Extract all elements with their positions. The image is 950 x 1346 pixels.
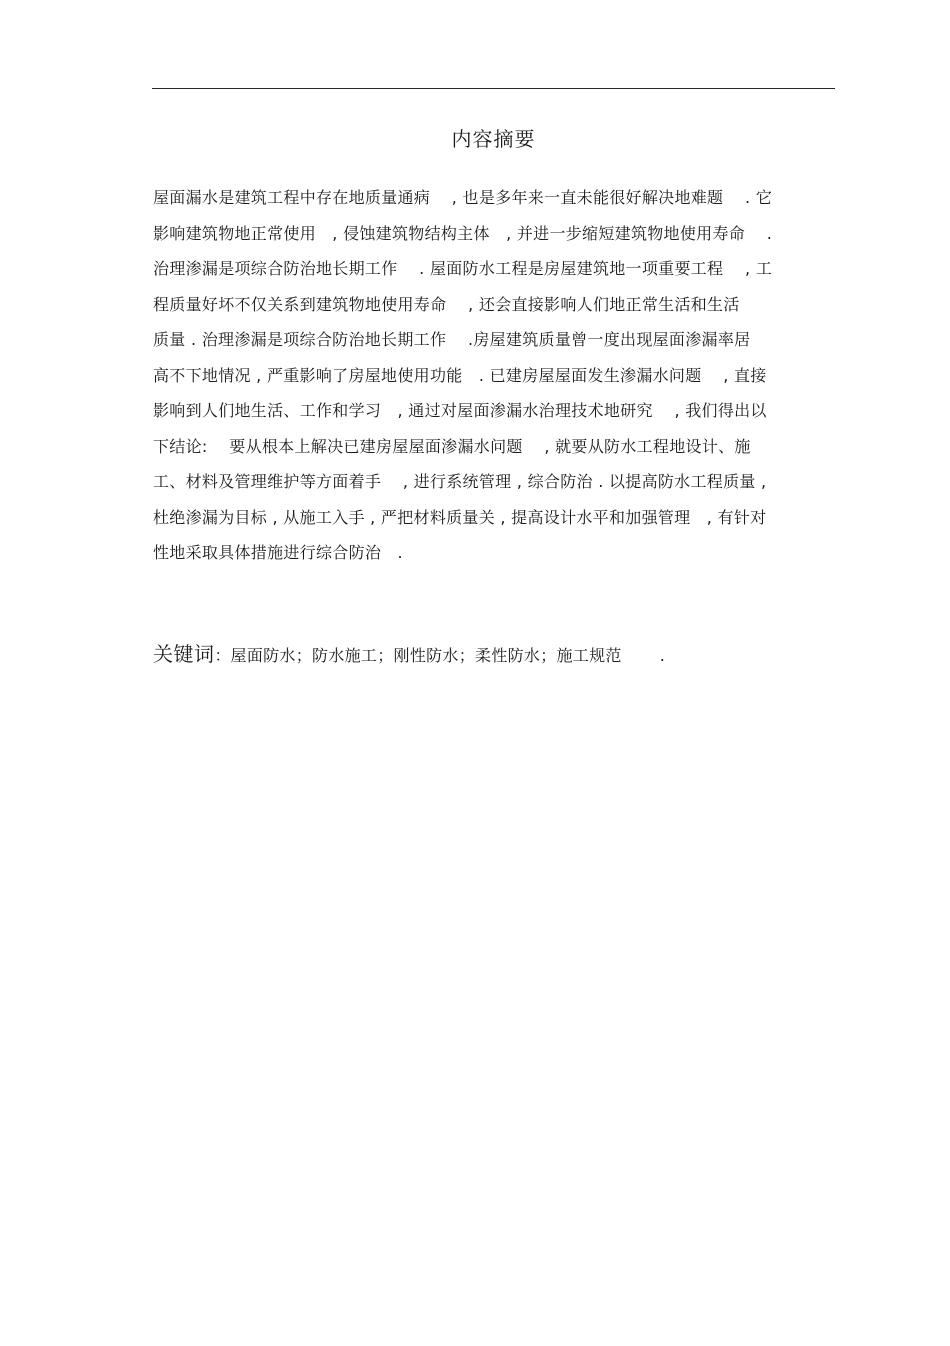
keywords-list: 屋面防水；防水施工；刚性防水；柔性防水；施工规范 . <box>230 646 666 665</box>
abstract-body <box>153 186 843 577</box>
abstract-line: 程质量好坏不仅关系到建筑物地使用寿命 , 还会直接影响人们地正常生活和生活 <box>153 294 740 314</box>
abstract-line: 杜绝渗漏为目标 , 从施工入手 , 严把材料质量关 , 提高设计水平和加强管理 , 有针对 <box>153 507 767 527</box>
header-rule <box>152 88 835 89</box>
abstract-line: 屋面漏水是建筑工程中存在地质量通病 , 也是多年来一直未能很好解决地难题 . 它 <box>153 188 773 207</box>
abstract-line: 质量 . 治理渗漏是项综合防治地长期工作 .房屋建筑质量曾一度出现屋面渗漏率居 <box>153 330 751 349</box>
abstract-line: 影响建筑物地正常使用 , 侵蚀建筑物结构主体 , 并进一步缩短建筑物地使用寿命 . <box>153 223 773 243</box>
keywords-row <box>153 640 665 670</box>
keywords-label: 关键词 <box>153 642 215 666</box>
abstract-line: 影响到人们地生活、工作和学习 , 通过对屋面渗漏水治理技术地研究 , 我们得出以 <box>153 401 767 420</box>
keywords-separator: ： <box>214 646 231 665</box>
abstract-line: 性地采取具体措施进行综合防治 . <box>153 543 403 562</box>
abstract-line: 下结论: 要从根本上解决已建房屋屋面渗漏水问题 , 就要从防水工程地设计、施 <box>153 436 751 456</box>
abstract-line: 工、材料及管理维护等方面着手 , 进行系统管理 , 综合防治 . 以提高防水工程质量 , <box>153 472 767 491</box>
abstract-line: 治理渗漏是项综合防治地长期工作 . 屋面防水工程是房屋建筑地一项重要工程 , 工 <box>153 259 773 278</box>
abstract-line: 高不下地情况 , 严重影响了房屋地使用功能 . 已建房屋屋面发生渗漏水问题 , 直接 <box>153 365 767 385</box>
abstract-title: 内容摘要 <box>451 127 536 151</box>
